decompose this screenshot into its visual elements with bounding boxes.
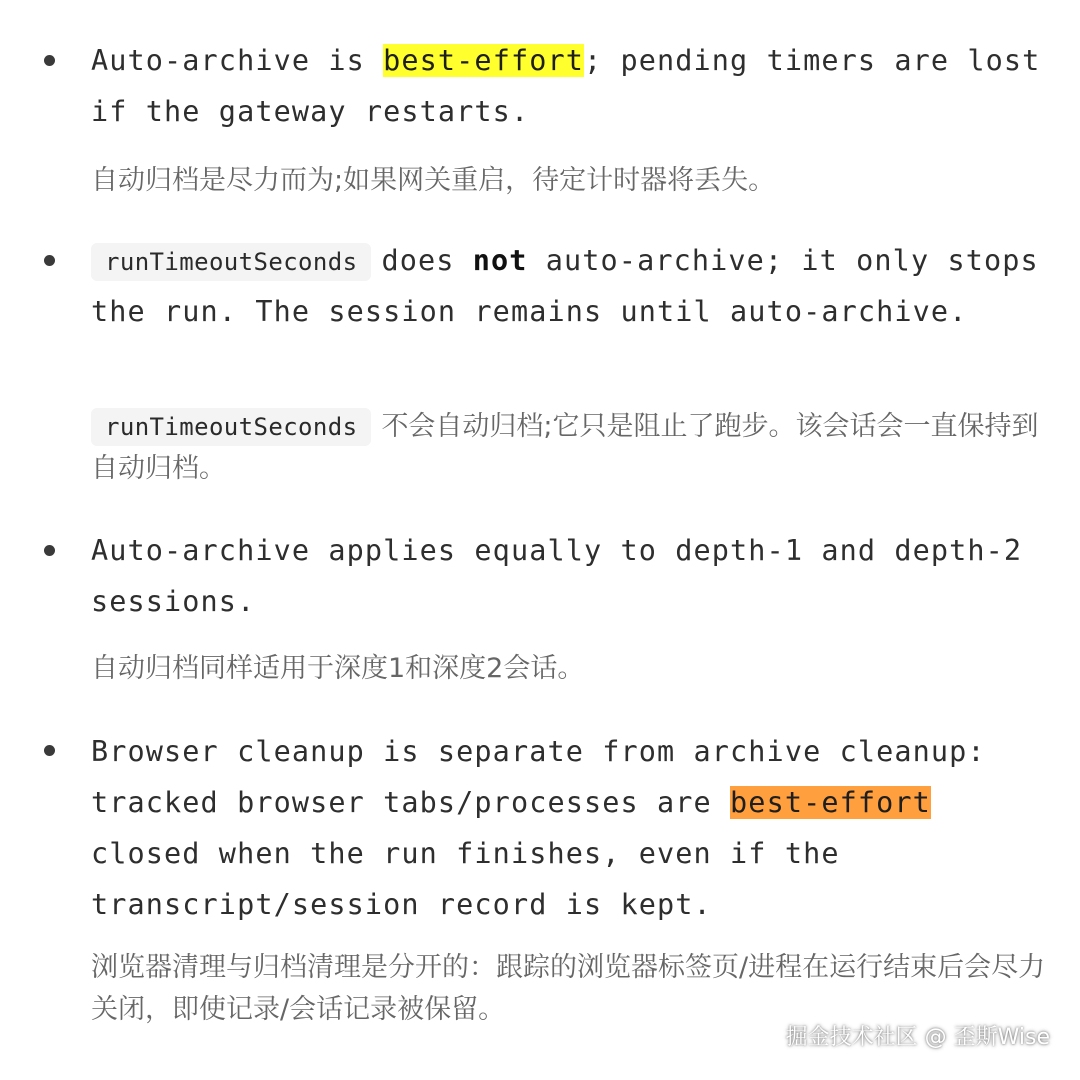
item-english-text: Auto-archive is best-effort; pending timers are lost if the gateway restarts. bbox=[91, 44, 1059, 128]
bullet-icon bbox=[44, 255, 55, 266]
item-chinese-text: 自动归档同样适用于深度1和深度2会话。 bbox=[91, 653, 585, 684]
inline-code: runTimeoutSeconds bbox=[91, 408, 371, 446]
item-english-text: Auto-archive applies equally to depth-1 and depth-2 sessions. bbox=[91, 534, 1041, 618]
highlight-best-effort: best-effort bbox=[730, 786, 931, 819]
inline-code: runTimeoutSeconds bbox=[91, 243, 371, 281]
item-english-text: runTimeoutSeconds does not auto-archive; it only stops the run. The session remains until auto-archive. bbox=[91, 244, 1058, 328]
bullet-icon bbox=[44, 55, 55, 66]
item-chinese-text: runTimeoutSeconds 不会自动归档;它只是阻止了跑步。该会话会一直保持到自动归档。 bbox=[91, 406, 1051, 490]
item-english-text: Browser cleanup is separate from archive cleanup: tracked browser tabs/processes are best-effort closed when the run finishes, even if the transcript/session record is kept. bbox=[91, 735, 1004, 921]
watermark: 掘金技术社区 @ 歪斯Wise bbox=[785, 1025, 1050, 1050]
bold-text: not bbox=[472, 244, 528, 277]
item-chinese-text: 自动归档是尽力而为;如果网关重启，待定计时器将丢失。 bbox=[91, 165, 776, 196]
item-chinese-text: 浏览器清理与归档清理是分开的：跟踪的浏览器标签页/进程在运行结束后会尽力关闭，即使记录/会话记录被保留。 bbox=[91, 952, 1046, 1025]
highlight-best-effort: best-effort bbox=[383, 44, 584, 77]
bullet-icon bbox=[44, 745, 55, 756]
bullet-icon bbox=[44, 545, 55, 556]
